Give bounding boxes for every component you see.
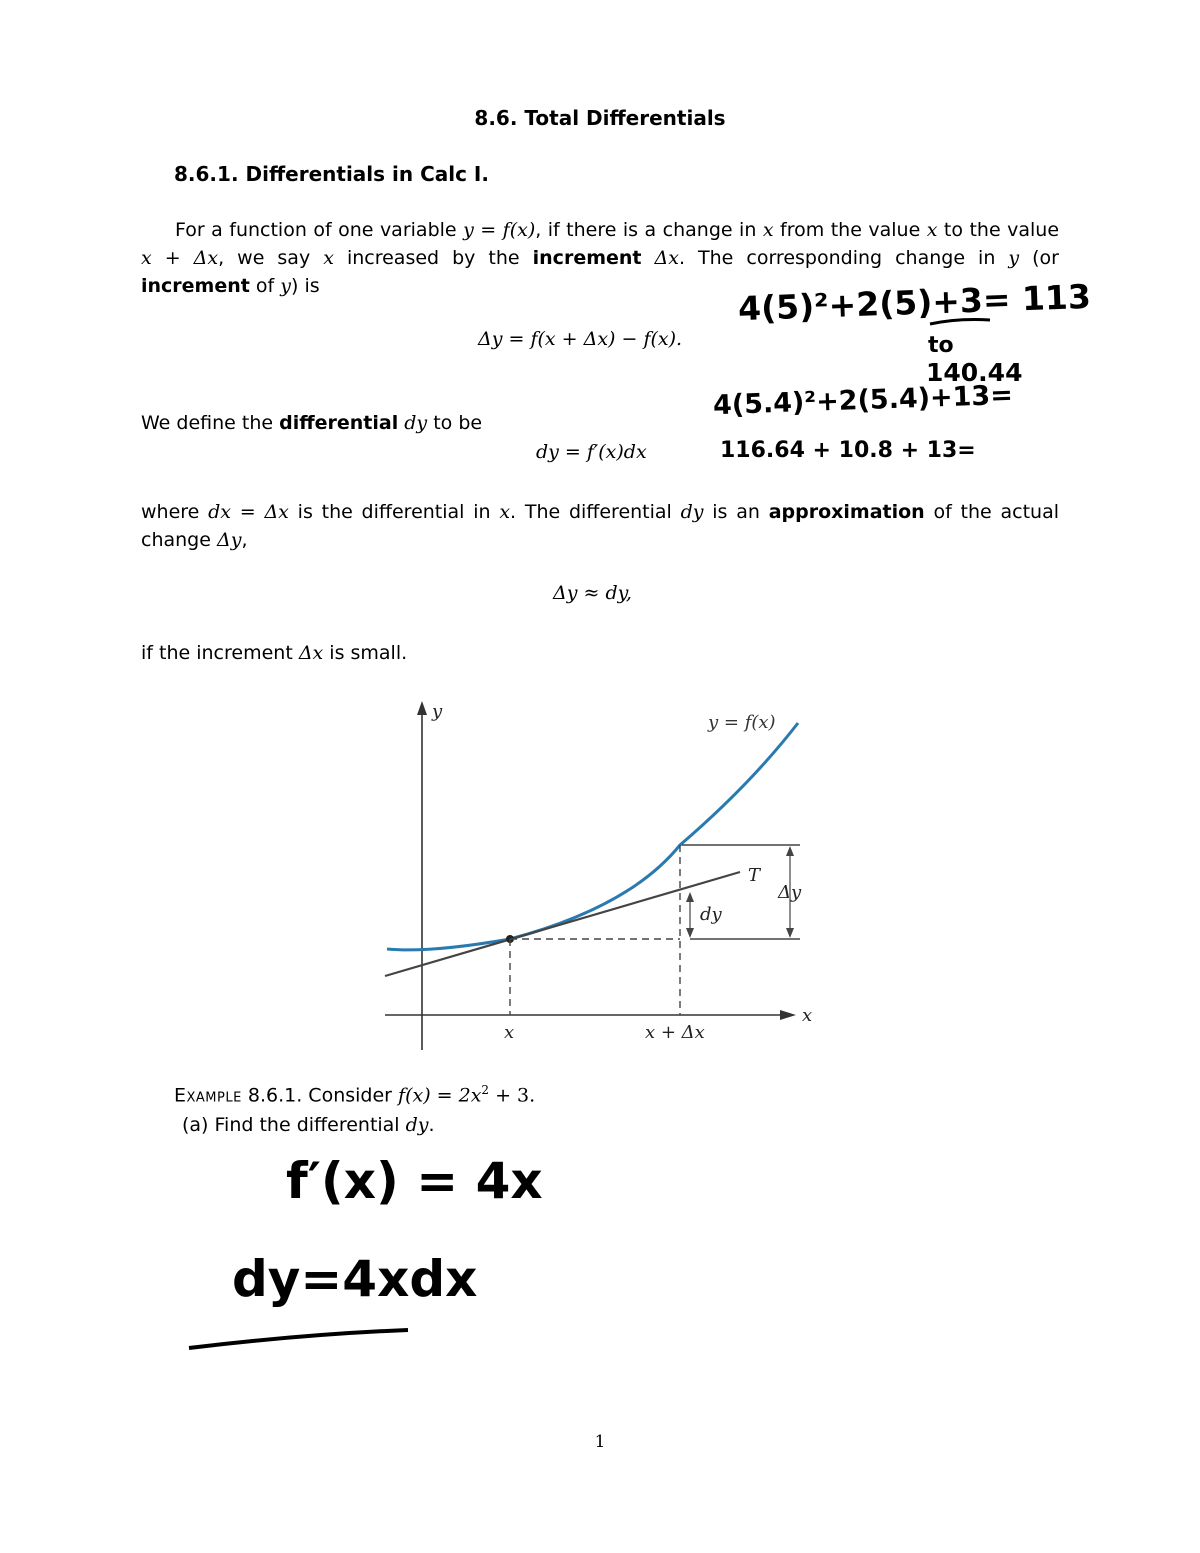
x-axis-arrow-icon <box>780 1010 796 1020</box>
paragraph-increment: For a function of one variable y = f(x), if there is a change in x from the value x to the value x + Δx, we say x increased by the increment Δx. The corresponding change in y (or increment of y) is <box>141 219 1060 297</box>
handwriting-line1: 4(5)²+2(5)+3= 113 <box>737 276 1092 329</box>
differential-figure <box>370 695 830 1060</box>
page-number: 1 <box>594 1432 606 1452</box>
example-part-a: (a) Find the differential dy. <box>182 1114 435 1136</box>
dy-arrow-down-icon <box>686 928 694 938</box>
equation-dy: dy = f′(x)dx <box>536 441 647 463</box>
handwriting-underline <box>186 1320 416 1356</box>
handwriting-derivative: f′(x) = 4x <box>286 1152 543 1210</box>
handwriting-line2: to <box>928 333 954 358</box>
label-tangent: T <box>748 865 761 886</box>
equation-approx: Δy ≈ dy, <box>553 582 632 604</box>
handwriting-differential: dy=4xdx <box>232 1250 478 1308</box>
label-curve: y = f(x) <box>708 712 776 733</box>
equation-delta-y: Δy = f(x + Δx) − f(x). <box>478 328 683 350</box>
delta-y-arrow-up-icon <box>786 846 794 856</box>
handwriting-line3: 140.44 <box>926 358 1023 387</box>
tick-label-x: x <box>504 1022 515 1043</box>
subsection-title: 8.6.1. Differentials in Calc I. <box>174 162 489 186</box>
label-delta-y: Δy <box>778 882 802 903</box>
paragraph-define-dy: We define the differential dy to be <box>141 412 483 434</box>
handwriting-underline-113 <box>928 314 994 328</box>
paragraph-small-increment: if the increment Δx is small. <box>141 642 408 664</box>
label-y-axis: y <box>432 701 443 722</box>
tick-label-x-dx: x + Δx <box>645 1022 705 1043</box>
delta-y-arrow-down-icon <box>786 928 794 938</box>
example-heading: Example 8.6.1. Consider $f(x) = 2x^2 + 3$. <box>174 1083 536 1107</box>
section-title: 8.6. Total Differentials <box>474 106 726 130</box>
tangent-line <box>385 872 740 976</box>
dy-arrow-up-icon <box>686 892 694 902</box>
paragraph-approximation: where dx = Δx is the differential in x. The differential dy is an approximation of the actual change Δy, <box>141 501 1059 551</box>
label-x-axis: x <box>802 1005 813 1026</box>
y-axis-arrow-icon <box>417 701 427 715</box>
handwriting-line4: 4(5.4)²+2(5.4)+13= <box>712 379 1014 422</box>
label-dy: dy <box>700 904 722 925</box>
handwriting-line5: 116.64 + 10.8 + 13= <box>720 438 976 463</box>
